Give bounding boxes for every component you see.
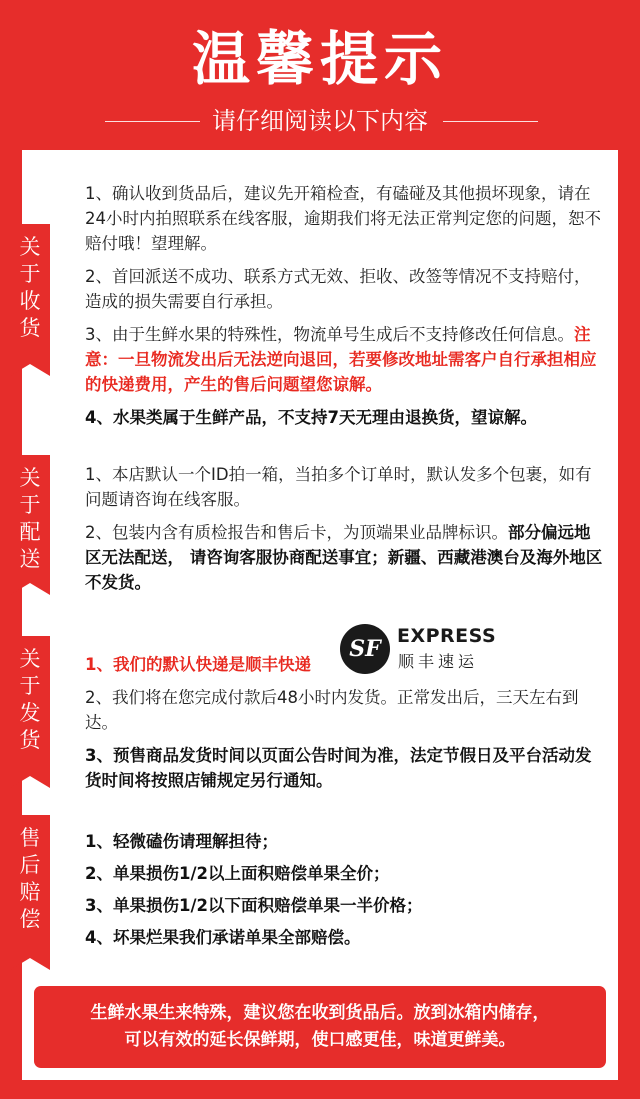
tab-char: 送 (19, 547, 41, 571)
after-sales-item-2 (85, 861, 605, 886)
tab-char: 偿 (19, 907, 41, 931)
tab-char: 货 (19, 728, 41, 752)
item-text: 1、本店默认一个ID拍一箱，当拍多个订单时，默认发多个包裹，如有问题请咨询在线客服。 (85, 465, 592, 509)
tab-char: 收 (19, 289, 41, 313)
shipping-item-2 (85, 685, 605, 735)
header (0, 0, 640, 150)
section-shipping (85, 652, 605, 801)
section-tab-shipping (10, 636, 50, 776)
after-sales-item-3 (85, 893, 605, 918)
page-title: 温馨提示 (191, 25, 448, 93)
after-sales-item-1 (85, 829, 605, 854)
shipping-item-3 (85, 743, 605, 793)
item-text: 3、预售商品发货时间以页面公告时间为准，法定节假日及平台活动发货时间将按照店铺规定另行通知。 (85, 746, 592, 790)
tab-char: 发 (19, 701, 41, 725)
tab-char: 关 (19, 466, 41, 490)
section-delivery (85, 462, 605, 603)
section-receiving (85, 181, 605, 438)
item-text: 2、单果损伤1/2以上面积赔偿单果全价； (85, 864, 390, 883)
item-text: 3、单果损伤1/2以下面积赔偿单果一半价格； (85, 896, 423, 915)
section-after-sales (85, 829, 605, 957)
tab-char: 配 (19, 520, 41, 544)
tab-char: 关 (19, 647, 41, 671)
item-text: 2、包装内含有质检报告和售后卡，为顶端果业品牌标识。 (85, 523, 508, 542)
section-tab-delivery (10, 455, 50, 583)
delivery-item-1 (85, 462, 605, 512)
tab-char: 于 (19, 493, 41, 517)
tab-char: 货 (19, 316, 41, 340)
footer-line-1: 生鲜水果生来特殊，建议您在收到货品后。放到冰箱内储存， (90, 1003, 550, 1023)
footer-notice (34, 986, 606, 1068)
tab-char: 于 (19, 674, 41, 698)
tab-char: 于 (19, 262, 41, 286)
page-subtitle: 请仔细阅读以下内容 (212, 107, 428, 135)
tab-char: 售 (19, 826, 41, 850)
item-emphasis: 部分偏远地区无法配送， 请咨询客服协商配送事宜；新疆、西藏港澳台及海外地区不发货。 (85, 523, 603, 592)
receiving-item-3 (85, 322, 605, 397)
item-text: 2、首回派送不成功、联系方式无效、拒收、改签等情况不支持赔付，造成的损失需要自行承担。 (85, 267, 591, 311)
sf-logo-mark: SF (340, 624, 390, 674)
item-text: 1、确认收到货品后，建议先开箱检查，有磕碰及其他损坏现象，请在24小时内拍照联系在线客服，逾期我们将无法正常判定您的问题，恕不赔付哦！望理解。 (85, 184, 601, 253)
item-text: 4、坏果烂果我们承诺单果全部赔偿。 (85, 928, 361, 947)
after-sales-item-4 (85, 925, 605, 950)
item-text: 2、我们将在您完成付款后48小时内发货。正常发出后，三天左右到达。 (85, 688, 579, 732)
tab-char: 后 (19, 853, 41, 877)
receiving-item-1 (85, 181, 605, 256)
receiving-item-2 (85, 264, 605, 314)
item-text: 1、我们的默认快递是顺丰快递 (85, 655, 311, 674)
warning-highlight: 注意：一旦物流发出后无法逆向退回，若要修改地址需客户自行承担相应的快递费用，产生的售后问题望您谅解。 (85, 325, 597, 394)
tab-char: 关 (19, 235, 41, 259)
sf-logo-cn-text: 顺丰速运 (398, 652, 479, 671)
item-text: 1、轻微磕伤请理解担待； (85, 832, 278, 851)
item-text: 4、水果类属于生鲜产品，不支持7天无理由退换货，望谅解。 (85, 408, 537, 427)
sf-logo-express-text: EXPRESS (397, 625, 497, 647)
receiving-item-4 (85, 405, 605, 430)
item-text: 3、由于生鲜水果的特殊性，物流单号生成后不支持修改任何信息。 (85, 325, 574, 344)
tab-char: 赔 (19, 880, 41, 904)
footer-line-2: 可以有效的延长保鲜期，使口感更佳，味道更鲜美。 (124, 1030, 516, 1050)
delivery-item-2 (85, 520, 605, 595)
shipping-item-1 (85, 652, 605, 677)
section-tab-after-sales (10, 815, 50, 958)
subtitle-row (0, 104, 640, 138)
section-tab-receiving (10, 224, 50, 364)
subtitle-divider-right (443, 121, 538, 122)
